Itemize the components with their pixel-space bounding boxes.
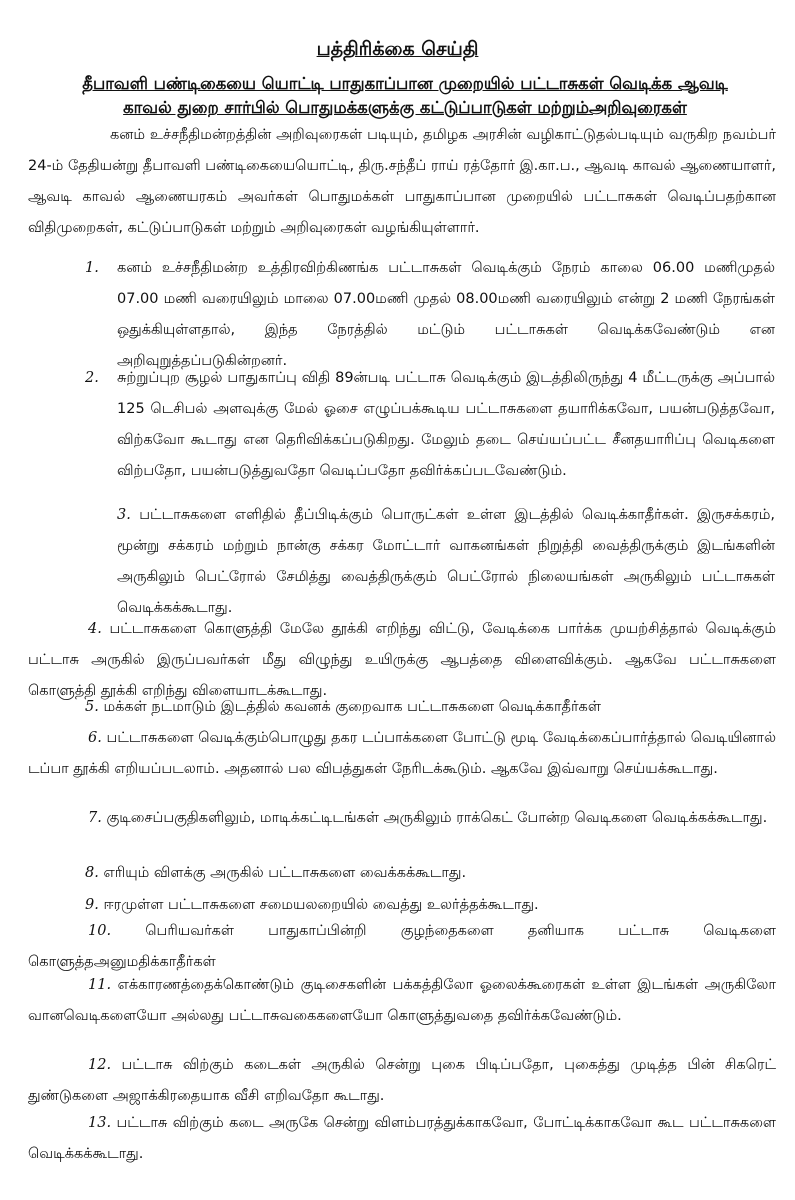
list-item-text: எரியும் விளக்கு அருகில் பட்டாசுகளை வைக்கக்கூடாது. [103,865,467,881]
list-item-12 [28,1050,776,1112]
list-item-number: 11. [88,977,112,993]
list-item-8 [85,858,775,889]
list-item-1 [85,253,775,377]
list-item-number: 4. [88,621,102,637]
list-item-3 [117,500,775,624]
list-item-text: பட்டாசுகளை எளிதில் தீப்பிடிக்கும் பொருட்கள் உள்ள இடத்தில் வெடிக்காதீர்கள். இருசக்கரம், மூன்று சக்கரம் மற்றும் நான்கு சக்கர மோட்டார் வாகனங்கள் நிறுத்தி வைத்திருக்கும் இடங்களின் அருகிலும் பெட்ரோல் சேமித்து வைத்திருக்கும் பெட்ரோல் நிலையங்கள் அருகிலும் பட்டாசுகள் வெடிக்கக்கூடாது. [117,507,776,616]
document-title: பத்திரிக்கை செய்தி [316,38,479,60]
list-item-number: 5. [85,699,99,715]
list-item-number: 6. [88,730,102,746]
list-item-number: 9. [85,897,99,913]
intro-text: கனம் உச்சநீதிமன்றத்தின் அறிவுரைகள் படியும், தமிழக அரசின் வழிகாட்டுதல்படியும் வருகிற நவம்பர் 24-ம் தேதியன்று தீபாவளி பண்டிகையையொட்டி, திரு.சந்தீப் ராய் ரத்தோர் இ.கா.ப., ஆவடி காவல் ஆணையாளர், ஆவடி காவல் ஆணையரகம் அவர்கள் பொதுமக்கள் பாதுகாப்பான முறையில் பட்டாசுகள் வெடிப்பதற்கான விதிமுறைகள், கட்டுப்பாடுகள் மற்றும் அறிவுரைகள் வழங்கியுள்ளார். [28,127,776,236]
list-item-text: மக்கள் நடமாடும் இடத்தில் கவனக் குறைவாக பட்டாசுகளை வெடிக்காதீர்கள் [103,699,601,715]
intro-paragraph [28,120,776,244]
list-item-text: பட்டாசுகளை வெடிக்கும்பொழுது தகர டப்பாக்களை போட்டு மூடி வேடிக்கைப்பார்த்தால் வெடியினால் டப்பா தூக்கி எறியப்படலாம். அதனால் பல விபத்துகள் நேரிடக்கூடும். ஆகவே இவ்வாறு செய்யக்கூடாது. [28,730,777,777]
list-item-number: 2. [85,370,99,386]
list-item-7 [28,803,776,834]
list-item-text: கனம் உச்சநீதிமன்ற உத்திரவிற்கிணங்க பட்டாசுகள் வெடிக்கும் நேரம் காலை 06.00 மணிமுதல் 07.00 மணி வரையிலும் மாலை 07.00மணி முதல் 08.00மணி வரையிலும் என்று 2 மணி நேரங்கள் ஒதுக்கியுள்ளதால், இந்த நேரத்தில் மட்டும் பட்டாசுகள் வெடிக்கவேண்டும் என அறிவுறுத்தப்படுகின்றனர். [117,260,775,369]
list-item-number: 10. [88,923,112,939]
list-item-number: 12. [88,1057,112,1073]
list-item-number: 8. [85,865,99,881]
list-item-text: குடிசைப்பகுதிகளிலும், மாடிக்கட்டிடங்கள் அருகிலும் ராக்கெட் போன்ற வெடிகளை வெடிக்கக்கூடாது. [106,810,768,826]
list-item-5 [85,692,775,723]
list-item-text: பட்டாசு விற்கும் கடை அருகே சென்று விளம்பரத்துக்காகவோ, போட்டிக்காகவோ கூட பட்டாசுகளை வெடிக்கக்கூடாது. [28,1115,777,1162]
list-item-10 [28,916,776,978]
list-item-text: பெரியவர்கள் பாதுகாப்பின்றி குழந்தைகளை தனியாக பட்டாசு வெடிகளை கொளுத்தஅனுமதிக்காதீர்கள் [28,923,777,970]
list-item-number: 3. [117,507,131,523]
list-item-text: எக்காரணத்தைக்கொண்டும் குடிசைகளின் பக்கத்திலோ ஓலைக்கூரைகள் உள்ள இடங்கள் அருகிலோ வானவெடிகளையோ அல்லது பட்டாசுவகைகளையோ கொளுத்துவதை தவிர்க்கவேண்டும். [28,977,777,1024]
list-item-2 [85,363,775,487]
list-item-text: சுற்றுப்புற சூழல் பாதுகாப்பு விதி 89ன்படி பட்டாசு வெடிக்கும் இடத்திலிருந்து 4 மீட்டருக்கு அப்பால் 125 டெசிபல் அளவுக்கு மேல் ஓசை எழுப்பக்கூடிய பட்டாசுகளை தயாரிக்கவோ, பயன்படுத்தவோ, விற்கவோ கூடாது என தெரிவிக்கப்படுகிறது. மேலும் தடை செய்யப்பட்ட சீனதயாரிப்பு வெடிகளை விற்பதோ, பயன்படுத்துவதோ வெடிப்பதோ தவிர்க்கப்படவேண்டும். [117,370,775,479]
document-subtitle: தீபாவளி பண்டிகையை யொட்டி பாதுகாப்பான முறையில் பட்டாசுகள் வெடிக்க ஆவடி காவல் துறை சார்பில் பொதுமக்களுக்கு கட்டுப்பாடுகள் மற்றும்அறிவுரைகள் [82,74,728,117]
list-item-number: 13. [88,1115,112,1131]
list-item-text: ஈரமுள்ள பட்டாசுகளை சமையலறையில் வைத்து உலர்த்தக்கூடாது. [103,897,539,913]
list-item-text: பட்டாசுகளை கொளுத்தி மேலே தூக்கி எறிந்து விட்டு, வேடிக்கை பார்க்க முயற்சித்தால் வெடிக்கும் பட்டாசு அருகில் இருப்பவர்கள் மீது விழுந்து உயிருக்கு ஆபத்தை விளைவிக்கும். ஆகவே பட்டாசுகளை கொளுத்தி தூக்கி எறிந்து விளையாடக்கூடாது. [28,621,776,699]
list-item-number: 1. [85,260,99,276]
list-item-6 [28,723,776,785]
list-item-11 [28,970,776,1032]
list-item-13 [28,1108,776,1170]
list-item-text: பட்டாசு விற்கும் கடைகள் அருகில் சென்று புகை பிடிப்பதோ, புகைத்து முடித்த பின் சிகரெட் துண்டுகளை அஜாக்கிரதையாக வீசி எறிவதோ கூடாது. [28,1057,777,1104]
list-item-number: 7. [88,810,102,826]
